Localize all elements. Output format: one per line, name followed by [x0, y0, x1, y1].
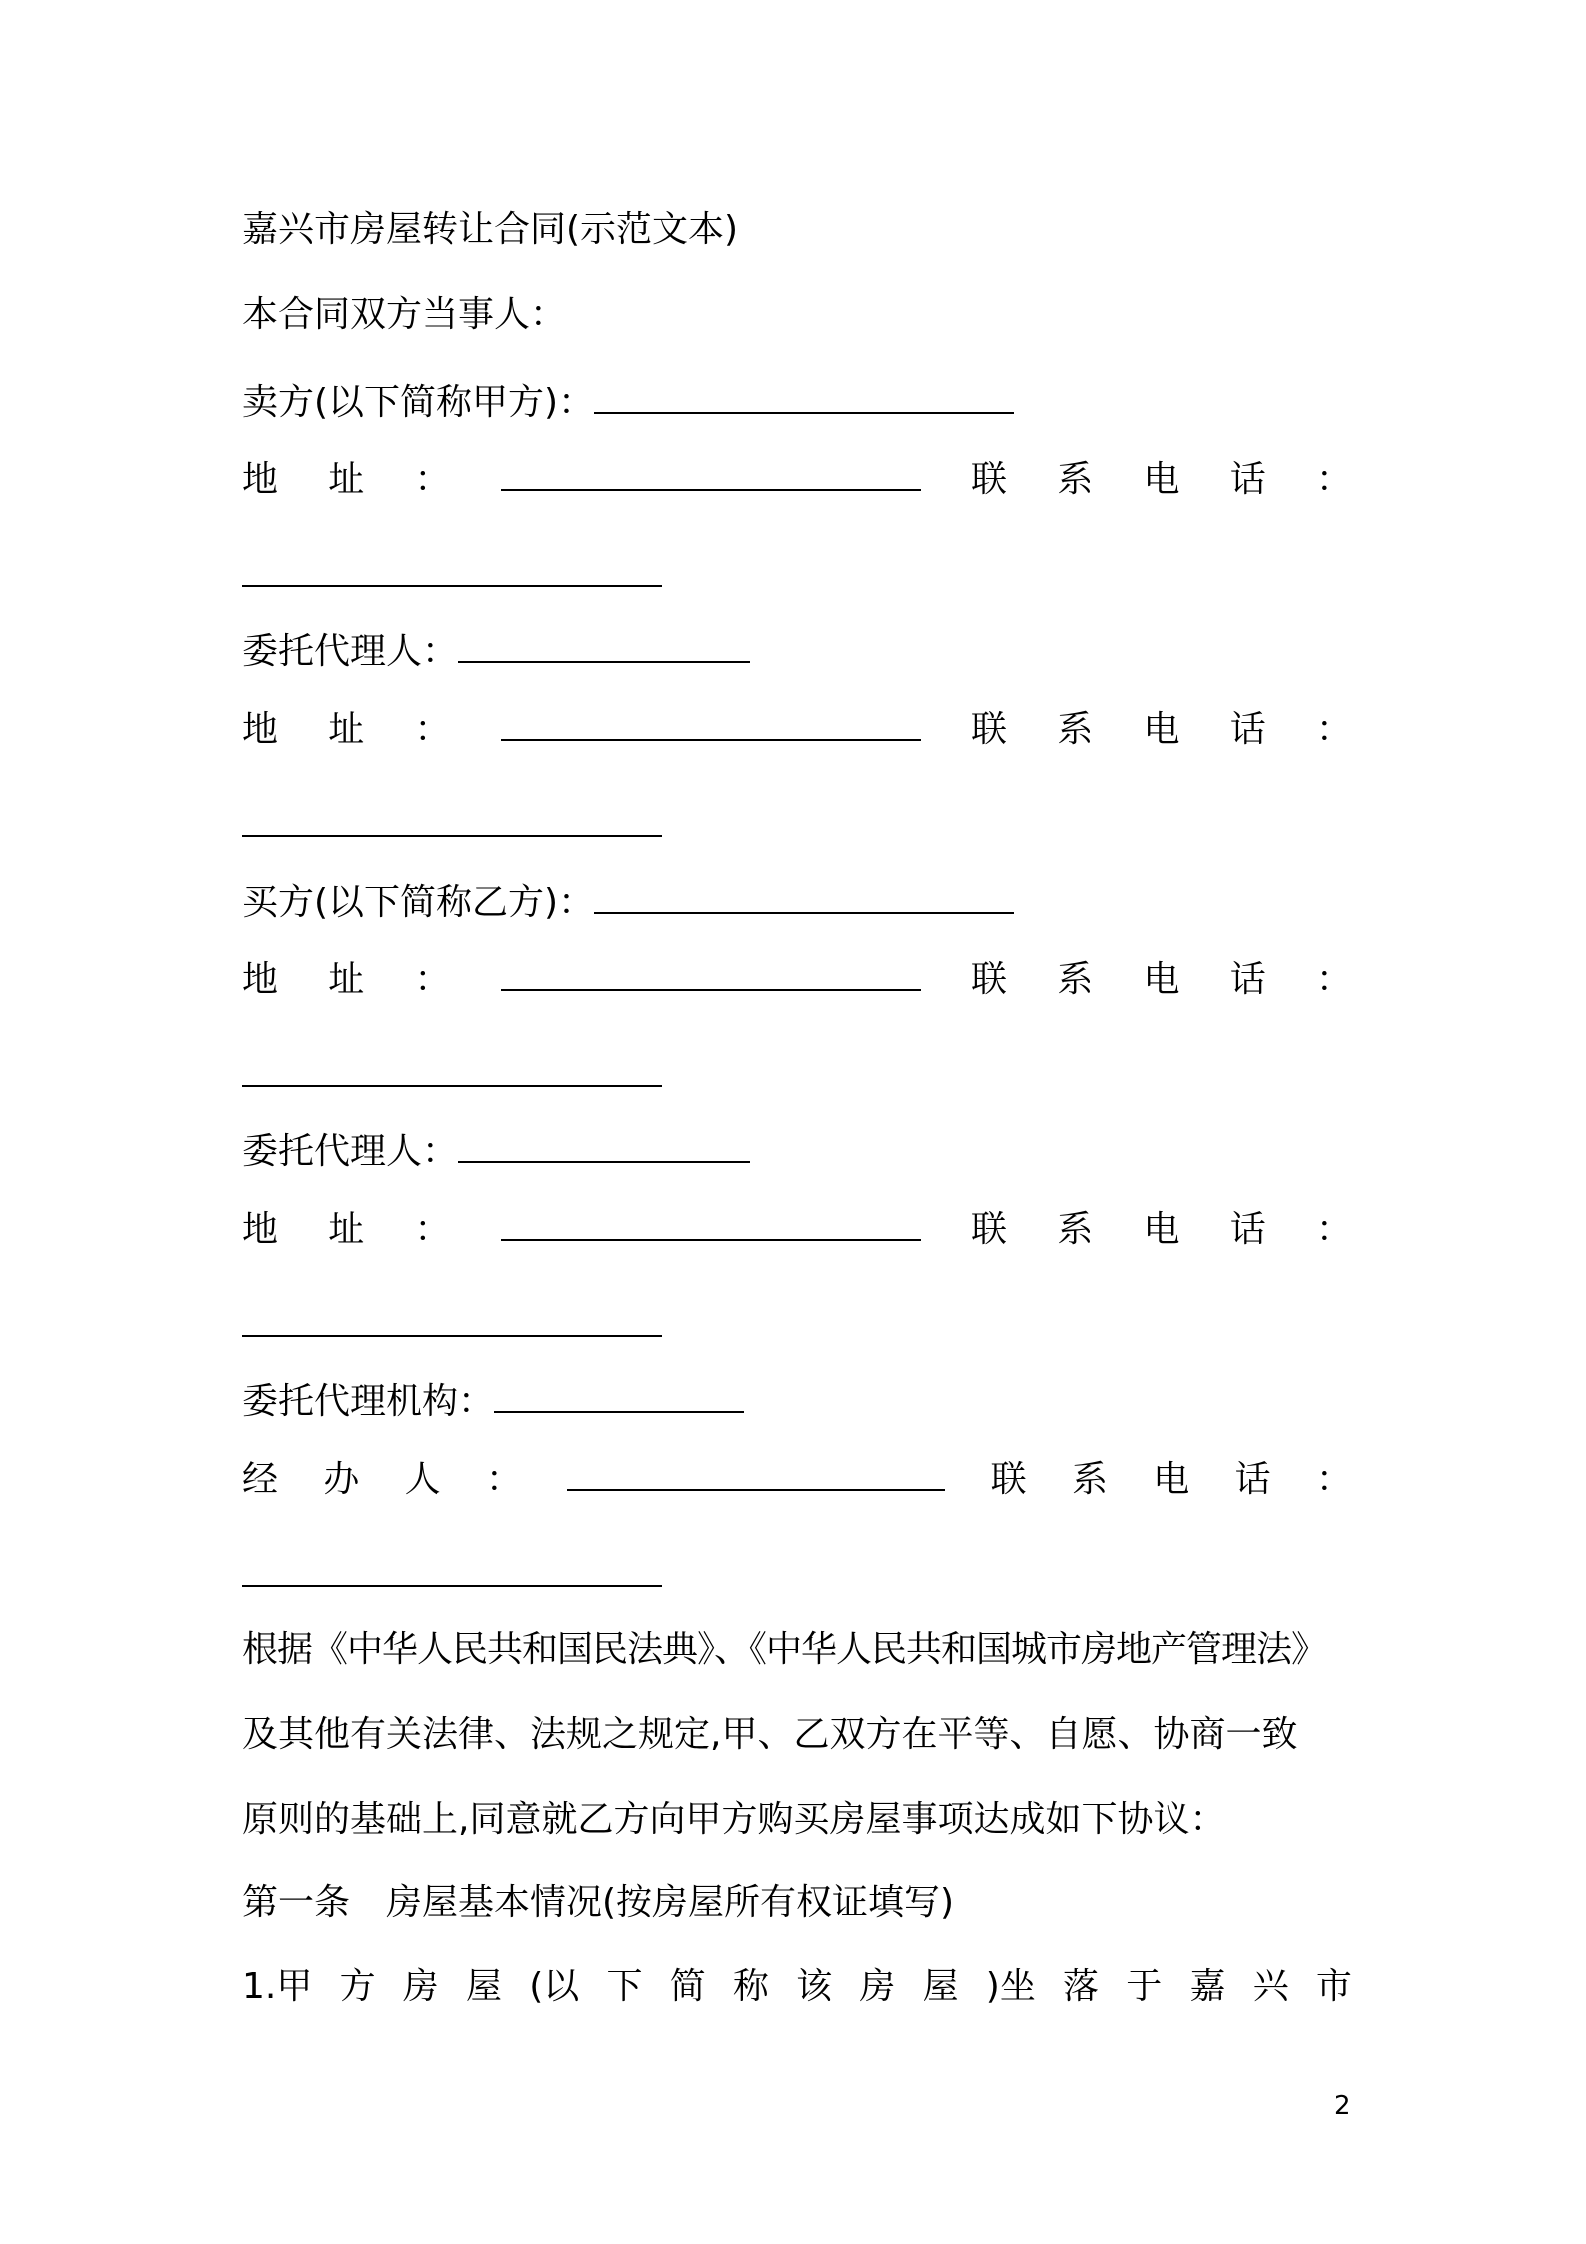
- phone-char: 系: [1057, 959, 1094, 1000]
- body-line-3: 原则的基础上,同意就乙方向甲方购买房屋事项达成如下协议：: [242, 1799, 1226, 1840]
- phone-char: 电: [1153, 1459, 1190, 1500]
- handler-phone-blank: [242, 1585, 662, 1587]
- item-char: 下: [606, 1966, 643, 2007]
- phone-char: 联: [970, 959, 1007, 1000]
- address-char: 址: [328, 709, 365, 750]
- seller-agent-label: 委托代理人：: [242, 631, 459, 672]
- buyer-name-blank: [594, 878, 1014, 914]
- item-char: 屋: [466, 1966, 503, 2007]
- phone-char: 系: [1057, 459, 1094, 500]
- item-char: 1.甲: [242, 1966, 313, 2007]
- phone-char: 联: [970, 709, 1007, 750]
- phone-char: 联: [970, 1209, 1007, 1250]
- buyer-agent-address-blank: [501, 1205, 921, 1241]
- phone-char: 话: [1229, 709, 1266, 750]
- page-number: 2: [1334, 2091, 1351, 2121]
- phone-char: 系: [1071, 1459, 1108, 1500]
- item-char: 该: [796, 1966, 833, 2007]
- buyer-address-blank: [501, 955, 921, 991]
- parties-heading: 本合同双方当事人：: [242, 294, 567, 335]
- item-char: 屋: [922, 1966, 959, 2007]
- phone-char: ：: [1315, 709, 1352, 750]
- item-char: 方: [339, 1966, 376, 2007]
- buyer-agent-line: [242, 1127, 750, 1177]
- address-char: ：: [414, 709, 451, 750]
- seller-agent-address-blank: [501, 705, 921, 741]
- handler-char: ：: [485, 1459, 522, 1500]
- seller-name-blank: [594, 378, 1014, 414]
- seller-address-blank: [501, 455, 921, 491]
- phone-char: 话: [1229, 1209, 1266, 1250]
- handler-char: 人: [404, 1459, 441, 1500]
- address-char: 地: [242, 709, 279, 750]
- document-title: 嘉兴市房屋转让合同(示范文本): [242, 209, 739, 250]
- address-char: ：: [414, 959, 451, 1000]
- item-char: )坐: [985, 1966, 1036, 2007]
- address-char: 址: [328, 459, 365, 500]
- phone-char: ：: [1315, 459, 1352, 500]
- seller-label: 卖方(以下简称甲方)：: [242, 382, 595, 423]
- seller-agent-line: [242, 627, 750, 677]
- phone-char: 联: [990, 1459, 1027, 1500]
- seller-agent-blank: [458, 627, 750, 663]
- item-char: 兴: [1252, 1966, 1289, 2007]
- agency-label: 委托代理机构：: [242, 1381, 495, 1422]
- item-char: 简: [669, 1966, 706, 2007]
- buyer-agent-blank: [458, 1127, 750, 1163]
- buyer-agent-phone-blank: [242, 1335, 662, 1337]
- phone-char: 系: [1057, 709, 1094, 750]
- item-char: 落: [1063, 1966, 1100, 2007]
- agency-line: [242, 1377, 744, 1427]
- address-char: 地: [242, 1209, 279, 1250]
- agency-blank: [494, 1377, 744, 1413]
- seller-agent-phone-blank: [242, 835, 662, 837]
- handler-phone-line: [242, 1455, 1352, 1505]
- address-char: ：: [414, 459, 451, 500]
- item-char: 房: [859, 1966, 896, 2007]
- address-char: 址: [328, 959, 365, 1000]
- buyer-phone-blank: [242, 1085, 662, 1087]
- phone-char: 电: [1143, 709, 1180, 750]
- phone-char: 话: [1234, 1459, 1271, 1500]
- phone-char: ：: [1315, 1459, 1352, 1500]
- handler-char: 办: [323, 1459, 360, 1500]
- item-char: 于: [1126, 1966, 1163, 2007]
- phone-char: 话: [1229, 459, 1266, 500]
- phone-char: ：: [1315, 1209, 1352, 1250]
- seller-agent-address-phone-line: [242, 705, 1352, 755]
- article-1-heading: 第一条 房屋基本情况(按房屋所有权证填写): [242, 1882, 955, 1923]
- phone-char: 电: [1143, 459, 1180, 500]
- buyer-line: [242, 878, 1014, 928]
- article-1-item-1: [242, 1962, 1352, 2012]
- buyer-agent-address-phone-line: [242, 1205, 1352, 1255]
- phone-char: 系: [1057, 1209, 1094, 1250]
- body-line-1: 根据《中华人民共和国民法典》、《中华人民共和国城市房地产管理法》: [242, 1629, 1327, 1670]
- address-char: ：: [414, 1209, 451, 1250]
- item-char: 市: [1315, 1966, 1352, 2007]
- handler-char: 经: [242, 1459, 279, 1500]
- phone-char: ：: [1315, 959, 1352, 1000]
- seller-address-phone-line: [242, 455, 1352, 505]
- address-char: 址: [328, 1209, 365, 1250]
- address-char: 地: [242, 959, 279, 1000]
- item-char: 嘉: [1189, 1966, 1226, 2007]
- handler-blank: [567, 1455, 945, 1491]
- phone-char: 电: [1143, 1209, 1180, 1250]
- seller-line: [242, 378, 1014, 428]
- phone-char: 联: [970, 459, 1007, 500]
- phone-char: 话: [1229, 959, 1266, 1000]
- body-line-2: 及其他有关法律、法规之规定,甲、乙双方在平等、自愿、协商一致: [242, 1714, 1298, 1755]
- seller-phone-blank: [242, 585, 662, 587]
- buyer-agent-label: 委托代理人：: [242, 1131, 459, 1172]
- item-char: (以: [529, 1966, 580, 2007]
- item-char: 房: [402, 1966, 439, 2007]
- buyer-label: 买方(以下简称乙方)：: [242, 882, 595, 923]
- item-char: 称: [732, 1966, 769, 2007]
- address-char: 地: [242, 459, 279, 500]
- phone-char: 电: [1143, 959, 1180, 1000]
- buyer-address-phone-line: [242, 955, 1352, 1005]
